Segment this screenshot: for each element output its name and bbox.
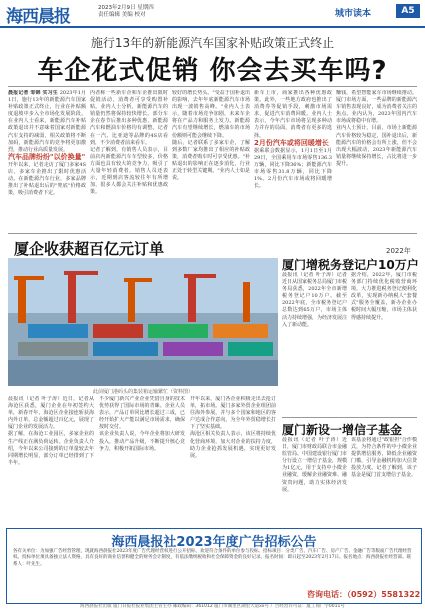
- story2-col3-text: 开年以来，厦门各企业积极走出去抢订单，拓市场。厦门多家外贸企业组团前往海外参展，并与多个国家和地区的客户达成合作意向，为全年外贸稳增长打下了坚实基础。: [190, 396, 276, 431]
- story4-column2: [351, 437, 417, 524]
- headline2-title: 厦企收获超百亿元订单: [14, 240, 165, 258]
- story1-col5-text: 赚钱，希望智能家车市场继续推动。厦门市场方面，一些品牌的新能源汽车销售表现良好，成为消费者关注的焦点。业内认为，2023年国内汽车市场或将稳中有增。: [336, 90, 417, 125]
- story2-column2: [99, 396, 185, 524]
- story1-column2: [90, 90, 168, 230]
- story1-col4b-text: 据乘联会数据显示，1月1日至1月29日，全国乘用车市场零售136.3万辆，同比下降36%；新能源汽车市场零售31.8万辆，同比下降1%。2月份汽车市场或将回暖增长。: [254, 147, 332, 190]
- divider: [8, 233, 417, 234]
- photo-caption: 此前厦门港码头的集装箱运输繁忙（资料图）: [92, 389, 193, 395]
- footer-imprint: 海西晨报社出版 厦门日报社报业集团主管主办 邮政编码：361012 厦门市湖里区湖里大道xx号 广告经营许可证：厦工商广字0011号: [80, 604, 345, 609]
- headline3-title: 厦门增税务登记户10万户: [282, 258, 419, 272]
- story1-col2b-text: 记者了解到，有销售人员表示，目前店内新能源汽车车型较多，价格方面也具有较大的竞争力，吸引了大量年轻消费者。销售人员还表示，近期到店客流较往年有所增加，很多人都会关注补贴和优惠政策。: [90, 146, 168, 196]
- newspaper-logo: 海西晨报: [6, 7, 70, 27]
- headline4-title: 厦门新设一增信子基金: [282, 423, 403, 437]
- story1-column3: [172, 90, 250, 230]
- story1-col1b-text: 开年以来，记者走访了厦门多家4S店，多家车企推出了限时优惠活动。在新能源汽车行业，多家品牌推出了补贴退出后的"兜底"价格政策，吸引消费者下定。: [8, 161, 86, 197]
- headline1-title: 车企花式促销 你会去买车吗?: [37, 56, 388, 86]
- story1-byline: 晨报记者 邹锦 实习生: [8, 90, 60, 96]
- story2-col1b-text: 据了解，在海沧工业园区，多家企业的生产线正在满负荷运转。企业负责人介绍，今年以来公司接到的订单量较去年同期增长明显，部分订单已经排到了下半年。: [8, 431, 94, 466]
- port-image: [8, 258, 278, 386]
- headline1-kicker: 施行13年的新能源汽车国家补贴政策正式终止: [90, 36, 335, 50]
- editor-credits: 责任编辑 美编 校对: [98, 12, 146, 18]
- story2-col3b-text: 海沧区相关负责人表示，该区将持续优化营商环境，加大对企业的扶持力度，助力企业抢抓发展机遇，实现更好发展。: [190, 431, 276, 459]
- story1-col3-text: 较好的增长势头。"受益于国补退出的影响，去年年底新能源汽车市场出现一波销售高峰。"业内人士表示，随着市场竞争加剧，未来车企将在产品力和服务上发力。新能源汽车有望继续增长，燃油车的市场份额则可能会继续下降。: [172, 90, 250, 139]
- story2-column3: [190, 396, 276, 524]
- story1-subhead1: 汽车品牌纷纷"以价换量": [8, 152, 86, 161]
- page-number: A5: [396, 4, 420, 18]
- story4-column1: [282, 437, 347, 524]
- story1-subhead2: 2月份汽车或将回暖增长: [254, 138, 329, 147]
- divider: [8, 86, 417, 87]
- headline3-kicker: 2022年: [386, 247, 411, 255]
- story1-column5: [336, 90, 417, 230]
- advertisement-box: [6, 528, 422, 604]
- story4-col1-text: 晨报讯（记者 叶子涛）近日，厦门市财政局联合市金融监管局、中国建设银行厦门市分行设立一增信子基金，规模为1亿元，用于支持中小微企业融资，缓解企业融资难、融资贵问题，助力实体经济发展。: [282, 437, 347, 493]
- story3-col2-text: 据介绍，2022年，厦门市税务部门持续优化税收营商环境，大力推进税务登记便利化改革，实现新办纳税人"套餐式"服务全覆盖，新办企业办税时间大幅压缩，市场主体获得感持续提升。: [351, 272, 417, 321]
- story1-col5b-text: 业内人士预计，目前，市场上新能源汽车价格较为稳定，国补退出后，新能源汽车的价格会有所上涨，但不会出现大幅波动，2023年新能源汽车销量将继续保持增长，占比将进一步提升。: [336, 125, 417, 167]
- story1-column1: [8, 90, 86, 230]
- story1-col4-text: 新车上市，商家推出各种优惠政策。此外，一些地方政府也推出了消费券等促销手段，刺激市场需求，促进汽车消费回暖。业内人士表示，今年汽车市场将呈现多种动力并存的局面，消费者有更多的选择。: [254, 90, 332, 139]
- ad-phone: 咨询电话：（0592）5581322: [307, 590, 421, 599]
- story3-column1: [282, 272, 347, 415]
- port-photo: [8, 258, 278, 386]
- issue-date: 2023年2月9日 星期四: [98, 5, 154, 11]
- story1-column4: [254, 90, 332, 230]
- section-name: 城市读本: [335, 9, 372, 19]
- story1-col1-text: 2023年1月1日，施行13年的新能源汽车国家补贴政策正式终止，行业在补贴额度退坡中步入全市场化发展阶段。在业内人士看来，新能源汽车补贴政策退出并不意味着国家对新能源汽车支持的减弱，相关政策将不断加码，新能源汽车的竞争将更加激烈，推动行业高质量发展。: [8, 90, 86, 153]
- divider: [282, 417, 417, 418]
- ad-text: 各有关单位：为加强广告经营管理，现就海西晨报社2023年度广告代理经营权进行公开招标，欢迎符合条件的单位参与投标。招标项目：分类广告、汽车广告、房产广告、金融广告等版面广告代理经营权。投标单位须具备独立法人资格，具有良好的商业信誉和健全的财务会计制度，有依法缴纳税收和社会保障资金的良好记录。报名时间：即日起至2023年2月17日。报名地点：海西晨报社经营部。联系人：叶先生。: [13, 549, 412, 567]
- issue-meta: [98, 5, 154, 19]
- story1-col3b-text: 随后，记者联系了多家车企，了解到多数厂家均推出了相应的补贴政策，消费者购车时可享受优惠。"补贴退出的影响正在逐步消化，行业正处于转型关键期。"业内人士如是说。: [172, 139, 250, 182]
- story2-col2-text: 不少厦门新兴产业企业凭借自身的技术优势获得了国际市场的青睐。企业人员表示，产品订单同比增长超过三成，已经开始扩大产能以满足市场需求，确保按时交付。: [99, 396, 185, 431]
- story4-col2-text: 该基金将通过"政银担"合作模式，为符合条件的中小微企业提供增信服务，降低企业融资门槛，引导金融机构加大信贷投放力度。记者了解到，该子基金是厦门首支增信子基金。: [351, 437, 417, 479]
- story1-col2-text: 内者称一些新车企和车企推出限时促销活动，消费者可享受购置补贴。业内人士分析，新能源汽车的销量仍然将保持较快增长。部分车企在春节后推出多种优惠，新能源汽车和燃油车价格均有调整。记者在一汽、比亚迪等品牌的4S店看到，不少消费者前来看车。: [90, 90, 168, 146]
- story3-column2: [351, 272, 417, 415]
- ad-title: 海西晨报社2023年度广告招标公告: [111, 535, 317, 550]
- story2-column1: [8, 396, 94, 524]
- story2-col2b-text: 该企业负责人说，今年企业将加大研发投入，推动产品升级，不断提升核心竞争力，积极开拓国际市场。: [99, 431, 185, 452]
- story2-col1-text: 晨报讯（记者 叶子涛）近日，记者从海沧区获悉，厦门企业在年初签约大单，新春开年，海沧区企业接连斩获海内外订单，总金额超过百亿元，展现了厦门企业的发展活力。: [8, 396, 94, 431]
- story3-col1-text: 晨报讯（记者 叶子涛）记者近日从国家税务总局厦门市税务局获悉，2022年全市新增税务登记户10万户。截至2022年底，全市税务登记户总数达到65万户，市场主体活力持续增强，为经济发展注入了新动能。: [282, 272, 347, 328]
